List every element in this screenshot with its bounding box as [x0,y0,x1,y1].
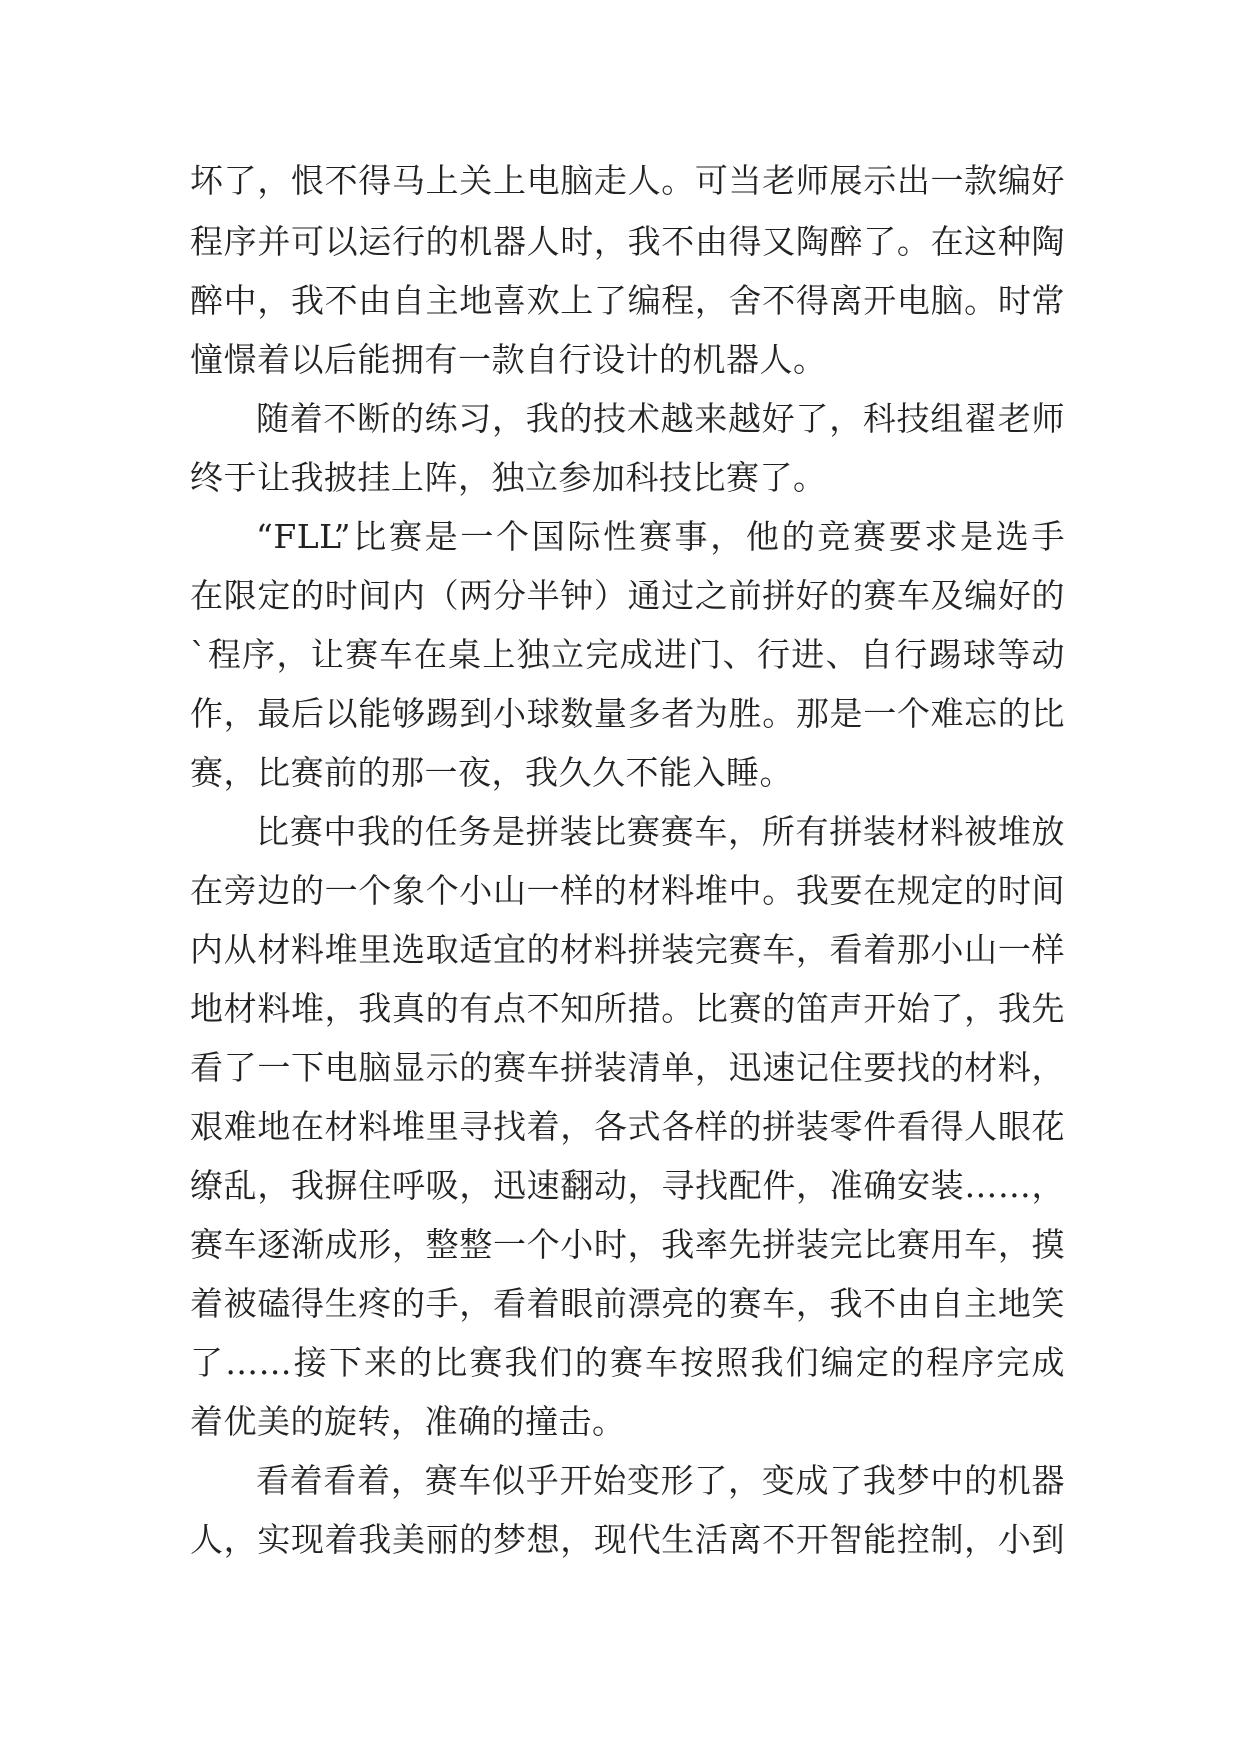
text-line: 终于让我披挂上阵，独立参加科技比赛了。 [190,458,827,497]
text-line: 看了一下电脑显示的赛车拼装清单，迅速记住要找的材料， [190,1048,1065,1087]
text-line: 随着不断的练习，我的技术越来越好了，科技组翟老师 [256,399,1065,438]
text-line: 在旁边的一个象个小山一样的材料堆中。我要在规定的时间 [190,871,1065,910]
text-line: 着被磕得生疼的手，看着眼前漂亮的赛车，我不由自主地笑 [190,1284,1065,1323]
text-line: 在限定的时间内（两分半钟）通过之前拼好的赛车及编好的 [190,576,1065,615]
text-line: 赛车逐渐成形，整整一个小时，我率先拼装完比赛用车，摸 [190,1225,1065,1264]
text-line: 醉中，我不由自主地喜欢上了编程，舍不得离开电脑。时常 [190,281,1065,320]
text-line: 内从材料堆里选取适宜的材料拼装完赛车，看着那小山一样 [190,930,1065,969]
text-line: 艰难地在材料堆里寻找着，各式各样的拼装零件看得人眼花 [190,1107,1065,1146]
text-line: 憧憬着以后能拥有一款自行设计的机器人。 [190,340,827,379]
text-line: 比赛中我的任务是拼装比赛赛车，所有拼装材料被堆放 [256,812,1065,851]
text-line: 地材料堆，我真的有点不知所措。比赛的笛声开始了，我先 [190,989,1065,1028]
text-line: 人，实现着我美丽的梦想，现代生活离不开智能控制，小到 [190,1520,1065,1559]
text-line: 坏了，恨不得马上关上电脑走人。可当老师展示出一款编好 [190,161,1065,200]
text-line: `程序，让赛车在桌上独立完成进门、行进、自行踢球等动 [190,635,1065,674]
text-line: 赛，比赛前的那一夜，我久久不能入睡。 [190,753,793,792]
text-line: “FLL”比赛是一个国际性赛事，他的竞赛要求是选手 [256,517,1065,556]
text-line: 程序并可以运行的机器人时，我不由得又陶醉了。在这种陶 [190,222,1065,261]
text-line: 缭乱，我摒住呼吸，迅速翻动，寻找配件，准确安装……， [190,1166,1065,1205]
text-line: 看着看着，赛车似乎开始变形了，变成了我梦中的机器 [256,1461,1065,1500]
text-line: 着优美的旋转，准确的撞击。 [190,1402,626,1441]
text-line: 了……接下来的比赛我们的赛车按照我们编定的程序完成 [190,1343,1065,1382]
text-line: 作，最后以能够踢到小球数量多者为胜。那是一个难忘的比 [190,694,1065,733]
